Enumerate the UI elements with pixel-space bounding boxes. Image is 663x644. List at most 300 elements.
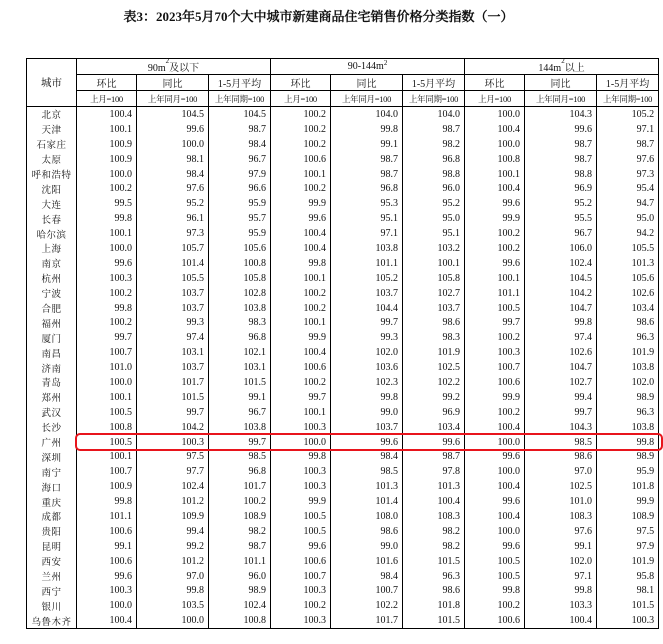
base-header: 上年同期=100 [209, 91, 271, 107]
index-value: 98.2 [403, 539, 465, 554]
table-row [27, 494, 659, 509]
table-row [27, 152, 659, 167]
index-value: 101.5 [403, 554, 465, 569]
index-value: 100.3 [597, 613, 659, 628]
index-value: 100.0 [465, 464, 525, 479]
index-value: 100.0 [77, 241, 137, 256]
index-value: 98.7 [525, 152, 597, 167]
index-value: 100.3 [271, 464, 331, 479]
metric-header: 1-5月平均 [209, 75, 271, 91]
index-value: 101.9 [597, 554, 659, 569]
index-value: 96.3 [403, 569, 465, 584]
base-header: 上月=100 [465, 91, 525, 107]
index-value: 101.0 [77, 360, 137, 375]
index-value: 100.5 [465, 301, 525, 316]
table-row [27, 196, 659, 211]
index-value: 103.3 [525, 598, 597, 613]
metric-header: 同比 [525, 75, 597, 91]
table-row [27, 598, 659, 613]
index-value: 99.1 [77, 539, 137, 554]
index-value: 99.6 [465, 449, 525, 464]
index-value: 95.4 [597, 181, 659, 196]
table-row [27, 554, 659, 569]
index-value: 99.9 [465, 211, 525, 226]
index-value: 98.7 [331, 167, 403, 182]
index-value: 100.0 [77, 598, 137, 613]
index-value: 97.1 [331, 226, 403, 241]
index-value: 103.8 [209, 301, 271, 316]
city-name: 广州 [27, 435, 77, 450]
index-value: 104.2 [137, 420, 209, 435]
index-value: 103.7 [137, 360, 209, 375]
index-value: 101.7 [331, 613, 403, 628]
index-value: 96.3 [597, 405, 659, 420]
metric-header: 环比 [77, 75, 137, 91]
index-value: 99.9 [271, 494, 331, 509]
table-row [27, 509, 659, 524]
city-name: 成都 [27, 509, 77, 524]
metric-header: 1-5月平均 [403, 75, 465, 91]
index-value: 100.2 [209, 494, 271, 509]
table-row [27, 584, 659, 599]
index-value: 100.2 [465, 226, 525, 241]
index-value: 103.7 [137, 301, 209, 316]
index-value: 100.6 [271, 152, 331, 167]
index-value: 100.8 [209, 256, 271, 271]
index-value: 101.0 [525, 494, 597, 509]
index-value: 101.5 [137, 390, 209, 405]
index-value: 98.5 [525, 435, 597, 450]
index-value: 97.6 [525, 524, 597, 539]
index-value: 98.6 [331, 524, 403, 539]
index-value: 98.7 [525, 137, 597, 152]
index-value: 99.2 [137, 539, 209, 554]
index-value: 101.9 [597, 345, 659, 360]
index-value: 100.4 [465, 420, 525, 435]
index-value: 105.6 [209, 241, 271, 256]
metric-header: 环比 [271, 75, 331, 91]
table-body [27, 107, 659, 629]
index-value: 103.8 [597, 420, 659, 435]
city-name: 呼和浩特 [27, 167, 77, 182]
index-value: 100.1 [271, 405, 331, 420]
index-value: 95.3 [331, 196, 403, 211]
index-value: 101.3 [403, 479, 465, 494]
index-value: 98.9 [597, 449, 659, 464]
index-value: 98.4 [209, 137, 271, 152]
index-value: 100.3 [271, 479, 331, 494]
city-name: 南昌 [27, 345, 77, 360]
index-value: 100.1 [271, 315, 331, 330]
index-value: 98.8 [403, 167, 465, 182]
city-name: 郑州 [27, 390, 77, 405]
index-value: 100.4 [465, 479, 525, 494]
index-value: 98.2 [403, 137, 465, 152]
index-value: 99.6 [403, 435, 465, 450]
index-value: 103.4 [403, 420, 465, 435]
index-value: 97.1 [525, 569, 597, 584]
index-value: 104.0 [403, 107, 465, 122]
index-value: 99.8 [271, 449, 331, 464]
index-value: 100.2 [77, 315, 137, 330]
index-value: 98.1 [137, 152, 209, 167]
table-row [27, 524, 659, 539]
index-value: 101.1 [209, 554, 271, 569]
index-value: 100.4 [465, 509, 525, 524]
index-value: 99.9 [271, 330, 331, 345]
index-value: 100.0 [137, 613, 209, 628]
index-value: 98.2 [403, 524, 465, 539]
base-header: 上年同期=100 [403, 91, 465, 107]
table-row [27, 569, 659, 584]
index-value: 100.2 [271, 598, 331, 613]
index-value: 102.1 [209, 345, 271, 360]
index-value: 98.6 [597, 315, 659, 330]
index-value: 101.5 [597, 598, 659, 613]
index-value: 97.9 [209, 167, 271, 182]
index-value: 102.7 [525, 375, 597, 390]
index-value: 95.9 [209, 226, 271, 241]
metric-header: 同比 [331, 75, 403, 91]
index-value: 100.8 [77, 420, 137, 435]
index-value: 100.1 [77, 449, 137, 464]
index-value: 103.2 [403, 241, 465, 256]
index-value: 99.6 [137, 122, 209, 137]
index-value: 102.0 [331, 345, 403, 360]
city-name: 南宁 [27, 464, 77, 479]
index-value: 101.7 [137, 375, 209, 390]
index-value: 102.2 [331, 598, 403, 613]
table-row [27, 375, 659, 390]
index-value: 98.6 [403, 315, 465, 330]
index-value: 96.7 [209, 405, 271, 420]
index-value: 95.1 [331, 211, 403, 226]
index-value: 100.3 [271, 613, 331, 628]
index-value: 99.9 [465, 390, 525, 405]
index-value: 97.9 [597, 539, 659, 554]
city-name: 昆明 [27, 539, 77, 554]
city-name: 石家庄 [27, 137, 77, 152]
index-value: 98.4 [331, 569, 403, 584]
index-value: 109.9 [137, 509, 209, 524]
table-row [27, 286, 659, 301]
index-value: 105.5 [137, 271, 209, 286]
city-name: 厦门 [27, 330, 77, 345]
price-index-table [26, 58, 659, 629]
group-header-medium: $90-144m^2$ [271, 59, 465, 75]
city-name: 银川 [27, 598, 77, 613]
index-value: 100.5 [271, 509, 331, 524]
index-value: 96.3 [597, 330, 659, 345]
city-name: 海口 [27, 479, 77, 494]
index-value: 99.8 [525, 584, 597, 599]
table-row [27, 613, 659, 628]
base-header: 上年同月=100 [525, 91, 597, 107]
index-value: 99.7 [331, 315, 403, 330]
index-value: 97.0 [137, 569, 209, 584]
city-name: 北京 [27, 107, 77, 122]
index-value: 104.7 [525, 301, 597, 316]
index-value: 104.5 [209, 107, 271, 122]
index-value: 103.7 [331, 420, 403, 435]
index-value: 101.5 [403, 613, 465, 628]
index-value: 96.7 [525, 226, 597, 241]
index-value: 100.6 [465, 613, 525, 628]
index-value: 100.1 [271, 271, 331, 286]
index-value: 100.5 [271, 524, 331, 539]
index-value: 99.6 [77, 256, 137, 271]
index-value: 100.1 [465, 167, 525, 182]
index-value: 103.8 [209, 420, 271, 435]
index-value: 102.2 [403, 375, 465, 390]
index-value: 99.6 [77, 569, 137, 584]
index-value: 100.3 [271, 584, 331, 599]
index-value: 100.4 [271, 345, 331, 360]
city-name: 宁波 [27, 286, 77, 301]
index-value: 99.8 [77, 494, 137, 509]
index-value: 95.2 [137, 196, 209, 211]
index-value: 104.5 [137, 107, 209, 122]
index-value: 97.5 [597, 524, 659, 539]
index-value: 99.6 [465, 539, 525, 554]
city-name: 武汉 [27, 405, 77, 420]
index-value: 99.3 [331, 330, 403, 345]
index-value: 99.9 [271, 196, 331, 211]
index-value: 101.3 [597, 256, 659, 271]
index-value: 100.4 [77, 613, 137, 628]
index-value: 101.8 [403, 598, 465, 613]
metric-header: 同比 [137, 75, 209, 91]
index-value: 100.0 [137, 137, 209, 152]
table-row [27, 107, 659, 122]
index-value: 108.9 [209, 509, 271, 524]
index-value: 99.2 [403, 390, 465, 405]
index-value: 100.2 [271, 286, 331, 301]
base-header: 上年同月=100 [331, 91, 403, 107]
index-value: 98.3 [209, 315, 271, 330]
index-value: 100.3 [137, 435, 209, 450]
index-value: 103.8 [331, 241, 403, 256]
index-value: 99.4 [525, 390, 597, 405]
index-value: 97.8 [403, 464, 465, 479]
index-value: 100.5 [77, 435, 137, 450]
index-value: 101.1 [331, 256, 403, 271]
index-value: 103.4 [597, 301, 659, 316]
city-name: 兰州 [27, 569, 77, 584]
index-value: 104.7 [525, 360, 597, 375]
index-value: 97.7 [137, 464, 209, 479]
index-value: 103.5 [137, 598, 209, 613]
table-row [27, 539, 659, 554]
index-value: 105.5 [597, 241, 659, 256]
index-value: 100.0 [465, 137, 525, 152]
index-value: 104.5 [525, 271, 597, 286]
index-value: 96.9 [403, 405, 465, 420]
city-name: 西宁 [27, 584, 77, 599]
index-value: 100.5 [465, 569, 525, 584]
index-value: 98.7 [403, 449, 465, 464]
index-value: 103.8 [597, 360, 659, 375]
index-value: 98.7 [331, 152, 403, 167]
index-value: 99.8 [137, 584, 209, 599]
index-value: 95.2 [403, 196, 465, 211]
group-header-large: $144m^2$以上 [465, 59, 659, 75]
index-value: 100.6 [271, 554, 331, 569]
index-value: 100.2 [465, 405, 525, 420]
index-value: 99.8 [525, 315, 597, 330]
index-value: 96.0 [209, 569, 271, 584]
city-name: 贵阳 [27, 524, 77, 539]
index-value: 98.5 [331, 464, 403, 479]
city-name: 福州 [27, 315, 77, 330]
index-value: 95.8 [597, 569, 659, 584]
table-row [27, 420, 659, 435]
index-value: 100.1 [77, 390, 137, 405]
index-value: 100.7 [465, 360, 525, 375]
index-value: 102.5 [403, 360, 465, 375]
table-row [27, 315, 659, 330]
index-value: 100.1 [403, 256, 465, 271]
index-value: 101.2 [137, 554, 209, 569]
city-name: 西安 [27, 554, 77, 569]
index-value: 99.8 [77, 301, 137, 316]
index-value: 99.7 [209, 435, 271, 450]
table-row [27, 181, 659, 196]
index-value: 99.7 [137, 405, 209, 420]
index-value: 99.7 [77, 330, 137, 345]
index-value: 100.4 [271, 241, 331, 256]
index-value: 101.6 [331, 554, 403, 569]
index-value: 101.3 [331, 479, 403, 494]
index-value: 95.9 [597, 464, 659, 479]
index-value: 98.3 [403, 330, 465, 345]
index-value: 100.5 [465, 554, 525, 569]
index-value: 100.2 [77, 286, 137, 301]
index-value: 98.9 [597, 390, 659, 405]
index-value: 103.7 [403, 301, 465, 316]
index-value: 99.8 [331, 390, 403, 405]
index-value: 100.6 [77, 554, 137, 569]
index-value: 100.0 [465, 107, 525, 122]
index-value: 103.7 [137, 286, 209, 301]
index-value: 99.8 [77, 211, 137, 226]
index-value: 98.5 [209, 449, 271, 464]
index-value: 100.3 [465, 345, 525, 360]
index-value: 102.5 [525, 479, 597, 494]
index-value: 96.0 [403, 181, 465, 196]
city-name: 南京 [27, 256, 77, 271]
index-value: 98.1 [597, 584, 659, 599]
index-value: 106.0 [525, 241, 597, 256]
city-name: 乌鲁木齐 [27, 613, 77, 628]
index-value: 104.2 [525, 286, 597, 301]
index-value: 96.9 [525, 181, 597, 196]
index-value: 96.8 [209, 464, 271, 479]
index-value: 100.2 [271, 181, 331, 196]
city-name: 上海 [27, 241, 77, 256]
table-row [27, 167, 659, 182]
index-value: 98.7 [597, 137, 659, 152]
index-value: 101.1 [465, 286, 525, 301]
index-value: 98.7 [403, 122, 465, 137]
index-value: 98.7 [209, 539, 271, 554]
index-value: 105.7 [137, 241, 209, 256]
index-value: 100.2 [77, 181, 137, 196]
index-value: 101.7 [209, 479, 271, 494]
index-value: 100.6 [271, 360, 331, 375]
table-row [27, 301, 659, 316]
index-value: 101.2 [137, 494, 209, 509]
city-name: 青岛 [27, 375, 77, 390]
index-value: 108.9 [597, 509, 659, 524]
index-value: 100.0 [77, 375, 137, 390]
base-header: 上年同期=100 [597, 91, 659, 107]
group-header-small: $90m^2$及以下 [77, 59, 271, 75]
index-value: 105.6 [597, 271, 659, 286]
index-value: 104.3 [525, 420, 597, 435]
index-value: 94.7 [597, 196, 659, 211]
table-row [27, 390, 659, 405]
index-value: 100.3 [271, 420, 331, 435]
city-name: 济南 [27, 360, 77, 375]
index-value: 105.2 [331, 271, 403, 286]
index-value: 102.8 [209, 286, 271, 301]
index-value: 100.2 [271, 107, 331, 122]
index-value: 103.1 [137, 345, 209, 360]
index-value: 100.3 [77, 271, 137, 286]
index-value: 100.2 [271, 137, 331, 152]
index-value: 100.2 [271, 375, 331, 390]
index-value: 102.3 [331, 375, 403, 390]
index-value: 99.1 [525, 539, 597, 554]
table-row [27, 330, 659, 345]
index-value: 102.7 [403, 286, 465, 301]
index-value: 96.8 [331, 181, 403, 196]
index-value: 99.6 [271, 539, 331, 554]
index-value: 99.6 [465, 256, 525, 271]
index-value: 108.3 [525, 509, 597, 524]
base-header: 上月=100 [77, 91, 137, 107]
index-value: 102.4 [209, 598, 271, 613]
table-row [27, 405, 659, 420]
metric-header: 环比 [465, 75, 525, 91]
index-value: 100.2 [465, 598, 525, 613]
index-value: 98.4 [331, 449, 403, 464]
index-value: 95.0 [403, 211, 465, 226]
index-value: 99.6 [331, 435, 403, 450]
index-value: 100.1 [77, 226, 137, 241]
index-value: 102.0 [525, 554, 597, 569]
base-header: 上年同月=100 [137, 91, 209, 107]
index-value: 97.5 [137, 449, 209, 464]
table-row [27, 137, 659, 152]
base-header: 上月=100 [271, 91, 331, 107]
index-value: 101.8 [597, 479, 659, 494]
index-value: 99.8 [271, 256, 331, 271]
index-value: 97.4 [525, 330, 597, 345]
index-value: 95.7 [209, 211, 271, 226]
table-row [27, 345, 659, 360]
table-row [27, 360, 659, 375]
index-value: 99.6 [271, 211, 331, 226]
index-value: 99.0 [331, 405, 403, 420]
index-value: 101.4 [137, 256, 209, 271]
table-row [27, 435, 659, 450]
index-value: 97.6 [137, 181, 209, 196]
index-value: 100.0 [77, 167, 137, 182]
index-value: 99.7 [271, 390, 331, 405]
index-value: 100.2 [271, 301, 331, 316]
